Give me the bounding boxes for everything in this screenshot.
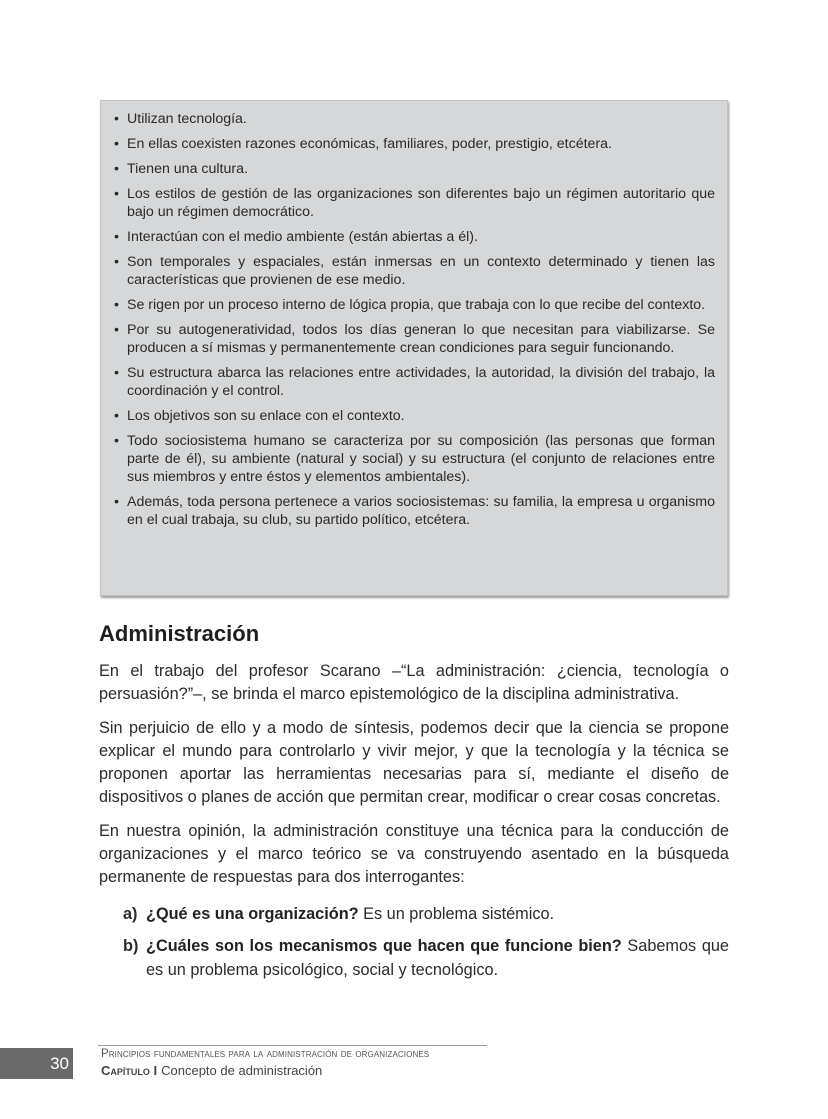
bullet-icon: • (114, 111, 119, 127)
chapter-title: Concepto de administración (161, 1063, 323, 1078)
question-item (123, 902, 729, 926)
paragraph: En el trabajo del profesor Scarano –“La administración: ¿ciencia, tecnología o persuasión?”–, se brinda el marco epistemológico de la disciplina administrativa. (99, 662, 729, 703)
bullet-icon: • (114, 365, 119, 381)
list-item: • Además, toda persona pertenece a varios sociosistemas: su familia, la empresa u organismo en el cual trabaja, su club, su partido político, etcétera. (114, 494, 715, 528)
answer-text: Es un problema sistémico. (358, 905, 555, 923)
bullet-icon: • (114, 408, 119, 424)
list-item: • Los estilos de gestión de las organizaciones son diferentes bajo un régimen autoritario que bajo un régimen democrático. (114, 186, 715, 220)
list-item: • Todo sociosistema humano se caracteriza por su composición (las personas que forman parte de él), su ambiente (natural y social) y su estructura (el conjunto de relaciones entre sus miembros y entre éstos y elementos ambientales). (114, 433, 715, 485)
bullet-icon: • (114, 322, 119, 338)
question-label: b) (123, 937, 139, 955)
question-text: ¿Cuáles son los mecanismos que hacen que funcione bien? (146, 937, 622, 955)
bullet-icon: • (114, 297, 119, 313)
chapter-label: Capítulo I (101, 1063, 158, 1078)
question-item (123, 934, 729, 982)
page-number: 30 (0, 1048, 73, 1079)
list-item: • Su estructura abarca las relaciones entre actividades, la autoridad, la división del trabajo, la coordinación y el control. (114, 365, 715, 399)
question-text: ¿Qué es una organización? (146, 905, 359, 923)
list-item: • Interactúan con el medio ambiente (están abiertas a él). (114, 229, 478, 245)
list-item: • Tienen una cultura. (114, 161, 248, 177)
bullet-icon: • (114, 161, 119, 177)
list-item: • Los objetivos son su enlace con el contexto. (114, 408, 405, 424)
list-item: • En ellas coexisten razones económicas, familiares, poder, prestigio, etcétera. (114, 136, 612, 152)
list-item: • Se rigen por un proceso interno de lógica propia, que trabaja con lo que recibe del contexto. (114, 297, 706, 313)
bullet-icon: • (114, 494, 119, 510)
footer-divider (98, 1045, 487, 1046)
paragraph: Sin perjuicio de ello y a modo de síntesis, podemos decir que la ciencia se propone explicar el mundo para controlarlo y vivir mejor, y que la tecnología y la técnica se proponen aportar las herramientas necesarias para sí, mediante el diseño de dispositivos o planes de acción que permitan crear, modificar o crear cosas concretas. (99, 719, 729, 806)
paragraph: En nuestra opinión, la administración constituye una técnica para la conducción de organizaciones y el marco teórico se va construyendo asentado en la búsqueda permanente de respuestas para dos interrogantes: (99, 822, 729, 886)
list-item: • Son temporales y espaciales, están inmersas en un contexto determinado y tienen las características que provienen de ese medio. (114, 254, 715, 288)
bullet-icon: • (114, 433, 119, 449)
bullet-icon: • (114, 254, 119, 270)
characteristics-box (100, 100, 728, 596)
answer-text: Sabemos que es un problema psicológico, social y tecnológico. (146, 937, 729, 979)
characteristics-list (113, 110, 715, 529)
book-title: Principios fundamentales para la administración de organizaciones (101, 1048, 430, 1060)
section-heading: Administración (99, 621, 260, 646)
bullet-icon: • (114, 229, 119, 245)
bullet-icon: • (114, 136, 119, 152)
list-item: • Por su autogeneratividad, todos los días generan lo que necesitan para viabilizarse. Se producen a sí mismas y permanentemente crean condiciones para seguir funcionando. (114, 322, 715, 356)
chapter-line (101, 1063, 322, 1078)
bullet-icon: • (114, 186, 119, 202)
list-item: • Utilizan tecnología. (114, 111, 247, 127)
question-label: a) (123, 905, 138, 923)
